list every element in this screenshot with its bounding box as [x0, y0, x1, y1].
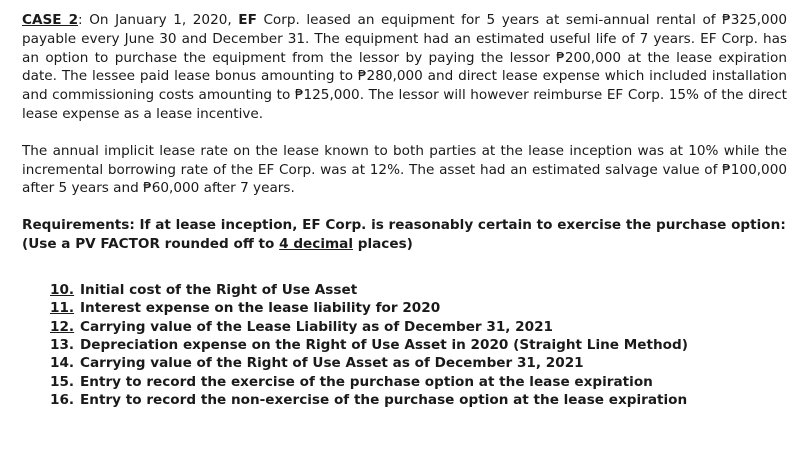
case-label: CASE 2	[22, 12, 79, 28]
item-number: 11.	[50, 300, 75, 317]
list-item	[50, 373, 787, 391]
company-name: EF	[238, 12, 257, 28]
item-number: 12.	[50, 318, 75, 335]
case-paragraph-1	[22, 11, 787, 124]
item-text: Depreciation expense on the Right of Use Asset in 2020 (Straight Line Method)	[80, 336, 688, 353]
case-intro: : On January 1, 2020,	[78, 12, 239, 28]
item-text: Initial cost of the Right of Use Asset	[80, 281, 358, 298]
item-number: 10.	[50, 281, 75, 298]
list-item	[50, 354, 787, 372]
item-text: Carrying value of the Right of Use Asset as of December 31, 2021	[80, 355, 584, 372]
requirements-list	[50, 281, 787, 410]
requirements-decimal: 4 decimal	[279, 235, 353, 252]
item-text: Interest expense on the lease liability for 2020	[80, 300, 441, 317]
case-paragraph-1-text: Corp. leased an equipment for 5 years at semi-annual rental of ₱325,000 payable every June 30 and December 31. The equipment had an estimated useful life of 7 years. EF Corp. has an option to purchase the equipment from the lessor by paying the lessor ₱200,000 at the lease expiration date. The lessee paid lease bonus amounting to ₱280,000 and direct lease expense which included installation and commissioning costs amounting to ₱125,000. The lessor will however reimburse EF Corp. 15% of the direct lease expense as a lease incentive.	[22, 12, 788, 122]
requirements-text: Requirements: If at lease inception, EF Corp. is reasonably certain to exercise the purchase option: (Use a PV FACTOR rounded off to	[22, 217, 786, 252]
item-number: 14.	[50, 355, 75, 372]
item-number: 16.	[50, 392, 75, 409]
list-item	[50, 336, 787, 354]
requirements-heading	[22, 216, 787, 254]
item-number: 15.	[50, 373, 75, 390]
item-text: Carrying value of the Lease Liability as of December 31, 2021	[80, 318, 554, 335]
list-item	[50, 391, 787, 409]
document	[22, 11, 787, 410]
requirements-end: places)	[353, 235, 413, 252]
list-item	[50, 299, 787, 317]
item-text: Entry to record the non-exercise of the purchase option at the lease expiration	[80, 392, 688, 409]
list-item	[50, 281, 787, 299]
item-text: Entry to record the exercise of the purchase option at the lease expiration	[80, 373, 653, 390]
case-paragraph-2: The annual implicit lease rate on the lease known to both parties at the lease inception was at 10% while the incremental borrowing rate of the EF Corp. was at 12%. The asset had an estimated salvage value of ₱100,000 after 5 years and ₱60,000 after 7 years.	[22, 142, 787, 197]
list-item	[50, 318, 787, 336]
item-number: 13.	[50, 336, 75, 353]
